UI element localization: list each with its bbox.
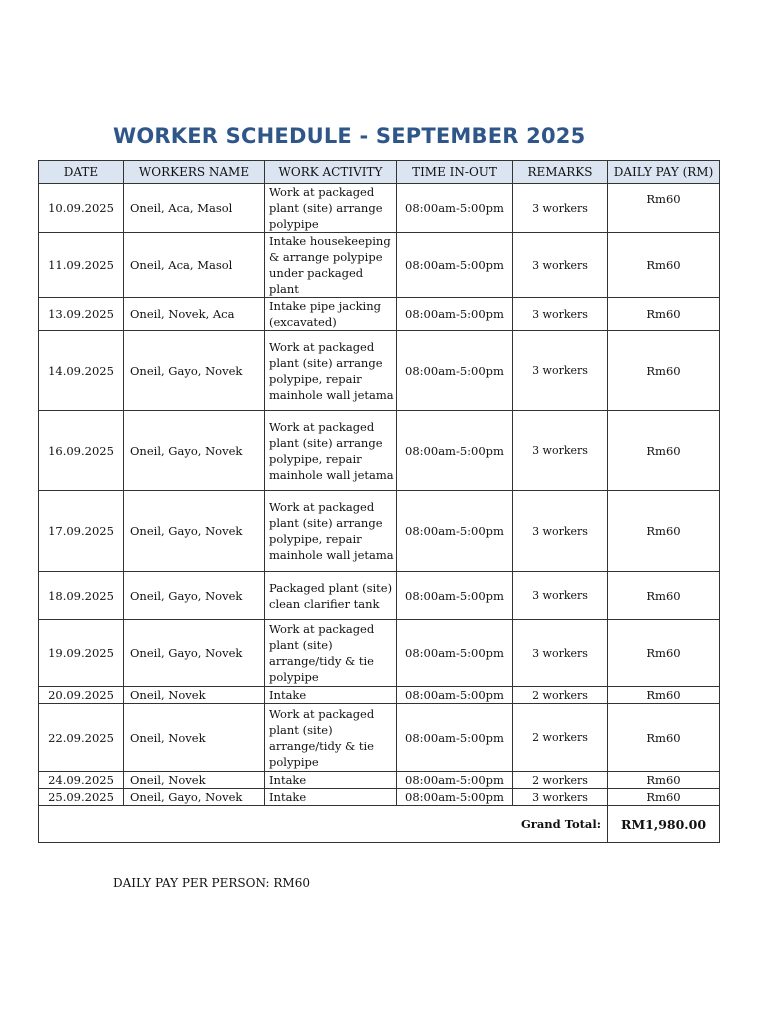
time-cell: 08:00am-5:00pm: [397, 233, 513, 298]
pay-cell: Rm60: [608, 772, 720, 789]
date-cell: 14.09.2025: [39, 331, 124, 411]
column-header: TIME IN-OUT: [397, 161, 513, 184]
time-cell: 08:00am-5:00pm: [397, 411, 513, 491]
table-header-row: [39, 161, 720, 184]
activity-cell: Work at packaged plant (site) arrange polypipe, repair mainhole wall jetama: [265, 491, 397, 572]
date-cell: 11.09.2025: [39, 233, 124, 298]
time-cell: 08:00am-5:00pm: [397, 620, 513, 687]
workers-cell: Oneil, Aca, Masol: [124, 233, 265, 298]
pay-cell: Rm60: [608, 233, 720, 298]
date-cell: 10.09.2025: [39, 184, 124, 233]
table-row: [39, 331, 720, 411]
date-cell: 19.09.2025: [39, 620, 124, 687]
activity-cell: Work at packaged plant (site) arrange polypipe, repair mainhole wall jetama: [265, 331, 397, 411]
table-row: [39, 233, 720, 298]
remarks-cell: 3 workers: [513, 298, 608, 331]
remarks-cell: 3 workers: [513, 789, 608, 806]
activity-cell: Work at packaged plant (site) arrange polypipe, repair mainhole wall jetama: [265, 411, 397, 491]
activity-cell: Work at packaged plant (site) arrange/tidy & tie polypipe: [265, 704, 397, 772]
remarks-cell: 3 workers: [513, 411, 608, 491]
table-row: [39, 687, 720, 704]
date-cell: 25.09.2025: [39, 789, 124, 806]
date-cell: 17.09.2025: [39, 491, 124, 572]
time-cell: 08:00am-5:00pm: [397, 704, 513, 772]
time-cell: 08:00am-5:00pm: [397, 184, 513, 233]
time-cell: 08:00am-5:00pm: [397, 687, 513, 704]
remarks-cell: 2 workers: [513, 772, 608, 789]
column-header: WORK ACTIVITY: [265, 161, 397, 184]
table-row: [39, 789, 720, 806]
remarks-cell: 3 workers: [513, 491, 608, 572]
time-cell: 08:00am-5:00pm: [397, 331, 513, 411]
column-header: DAILY PAY (RM): [608, 161, 720, 184]
remarks-cell: 3 workers: [513, 572, 608, 620]
workers-cell: Oneil, Gayo, Novek: [124, 491, 265, 572]
workers-cell: Oneil, Gayo, Novek: [124, 620, 265, 687]
date-cell: 16.09.2025: [39, 411, 124, 491]
pay-cell: Rm60: [608, 298, 720, 331]
pay-cell: Rm60: [608, 789, 720, 806]
table-row: [39, 772, 720, 789]
pay-cell: Rm60: [608, 687, 720, 704]
table-row: [39, 184, 720, 233]
activity-cell: Intake: [265, 687, 397, 704]
grand-total-value: RM1,980.00: [608, 806, 720, 843]
table-row: [39, 620, 720, 687]
column-header: DATE: [39, 161, 124, 184]
workers-cell: Oneil, Novek: [124, 704, 265, 772]
remarks-cell: 2 workers: [513, 704, 608, 772]
activity-cell: Work at packaged plant (site) arrange/tidy & tie polypipe: [265, 620, 397, 687]
date-cell: 20.09.2025: [39, 687, 124, 704]
pay-cell: Rm60: [608, 184, 720, 233]
workers-cell: Oneil, Gayo, Novek: [124, 789, 265, 806]
workers-cell: Oneil, Novek: [124, 772, 265, 789]
remarks-cell: 3 workers: [513, 331, 608, 411]
workers-cell: Oneil, Gayo, Novek: [124, 572, 265, 620]
schedule-table: [38, 160, 720, 843]
date-cell: 24.09.2025: [39, 772, 124, 789]
remarks-cell: 3 workers: [513, 620, 608, 687]
activity-cell: Intake housekeeping & arrange polypipe under packaged plant: [265, 233, 397, 298]
date-cell: 18.09.2025: [39, 572, 124, 620]
table-row: [39, 298, 720, 331]
table-row: [39, 411, 720, 491]
time-cell: 08:00am-5:00pm: [397, 789, 513, 806]
activity-cell: Work at packaged plant (site) arrange polypipe: [265, 184, 397, 233]
workers-cell: Oneil, Gayo, Novek: [124, 411, 265, 491]
column-header: WORKERS NAME: [124, 161, 265, 184]
pay-cell: Rm60: [608, 491, 720, 572]
date-cell: 22.09.2025: [39, 704, 124, 772]
time-cell: 08:00am-5:00pm: [397, 772, 513, 789]
activity-cell: Intake: [265, 772, 397, 789]
date-cell: 13.09.2025: [39, 298, 124, 331]
table-row: [39, 491, 720, 572]
pay-cell: Rm60: [608, 704, 720, 772]
time-cell: 08:00am-5:00pm: [397, 491, 513, 572]
pay-cell: Rm60: [608, 572, 720, 620]
workers-cell: Oneil, Aca, Masol: [124, 184, 265, 233]
grand-total-label: Grand Total:: [39, 806, 608, 843]
time-cell: 08:00am-5:00pm: [397, 298, 513, 331]
page-title: WORKER SCHEDULE - SEPTEMBER 2025: [113, 124, 586, 148]
remarks-cell: 2 workers: [513, 687, 608, 704]
remarks-cell: 3 workers: [513, 233, 608, 298]
daily-pay-note: DAILY PAY PER PERSON: RM60: [113, 876, 310, 890]
activity-cell: Packaged plant (site) clean clarifier tank: [265, 572, 397, 620]
remarks-cell: 3 workers: [513, 184, 608, 233]
workers-cell: Oneil, Gayo, Novek: [124, 331, 265, 411]
grand-total-row: [39, 806, 720, 843]
activity-cell: Intake pipe jacking (excavated): [265, 298, 397, 331]
workers-cell: Oneil, Novek: [124, 687, 265, 704]
column-header: REMARKS: [513, 161, 608, 184]
workers-cell: Oneil, Novek, Aca: [124, 298, 265, 331]
pay-cell: Rm60: [608, 411, 720, 491]
table-row: [39, 572, 720, 620]
pay-cell: Rm60: [608, 620, 720, 687]
pay-cell: Rm60: [608, 331, 720, 411]
time-cell: 08:00am-5:00pm: [397, 572, 513, 620]
table-row: [39, 704, 720, 772]
activity-cell: Intake: [265, 789, 397, 806]
